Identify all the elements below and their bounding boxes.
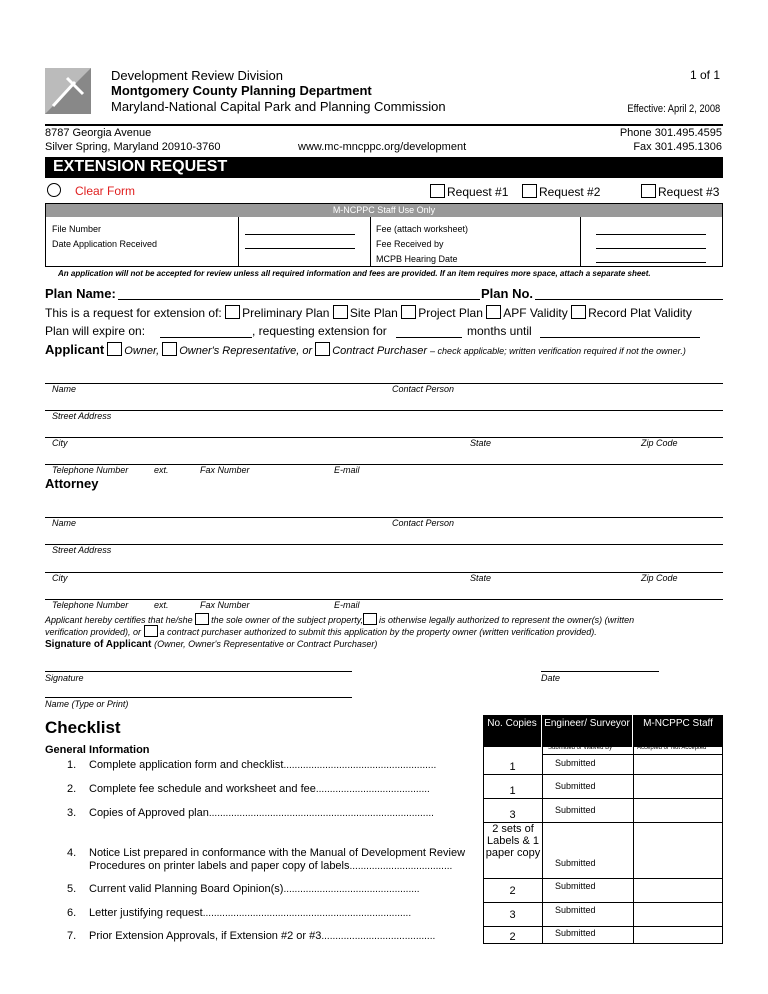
site-plan-checkbox[interactable]: [333, 305, 348, 319]
engineer-subheader: Submitted or Waived By: [548, 745, 613, 751]
item-number: 5.: [67, 883, 77, 895]
item-text: Complete fee schedule and worksheet and fee: [89, 783, 316, 795]
request-2-checkbox[interactable]: [522, 184, 537, 198]
item-text: Prior Extension Approvals, if Extension #2 or #3: [89, 930, 322, 942]
signature-field[interactable]: [45, 671, 352, 672]
preliminary-plan-checkbox[interactable]: [225, 305, 240, 319]
checklist-item-5: 5. Current valid Planning Board Opinion(s).................................................: [67, 883, 420, 895]
signature-heading: Signature of Applicant: [45, 639, 152, 650]
checklist-item-4: 4. Notice List prepared in conformance with the Manual of Development Review Procedures on printer labels and paper copy of labels.....................................: [67, 847, 466, 872]
form-title: EXTENSION REQUEST: [53, 158, 228, 175]
contract-purchaser-label: Contract Purchaser: [332, 345, 427, 357]
applicant-street-field[interactable]: [45, 410, 723, 411]
applicant-note: – check applicable; written verification required if not the owner.): [430, 346, 686, 356]
plan-no-field[interactable]: [535, 299, 723, 300]
expire-text: Plan will expire on:: [45, 324, 146, 338]
engineer-header: Engineer/ Surveyor: [542, 715, 632, 747]
department-name: Montgomery County Planning Department: [111, 83, 372, 98]
cert-part4: verification provided), or: [45, 627, 142, 637]
item-2-copies: 1: [509, 785, 516, 797]
submission-notice: An application will not be accepted for review unless all required information and fees are provided. If an item requires more space, attach a separate sheet.: [58, 269, 651, 278]
requesting-text: , requesting extension for: [252, 324, 387, 338]
cert-part3: is otherwise legally authorized to represent the owner(s) (written: [379, 615, 635, 625]
item-5-copies: 2: [509, 885, 516, 897]
preliminary-plan-label: Preliminary Plan: [242, 306, 330, 320]
hearing-date-label: MCPB Hearing Date: [376, 254, 458, 264]
print-name-field[interactable]: [45, 697, 352, 698]
clear-form-label[interactable]: Clear Form: [75, 184, 136, 198]
page-number: 1 of 1: [689, 68, 720, 82]
owners-rep-checkbox[interactable]: [162, 342, 177, 356]
project-plan-label: Project Plan: [418, 306, 483, 320]
cert-part2: the sole owner of the subject property,: [211, 615, 364, 625]
attorney-city-field[interactable]: [45, 572, 723, 573]
request-2-label: Request #2: [539, 185, 601, 199]
cert-part1: Applicant hereby certifies that he/she: [45, 615, 193, 625]
checklist-item-7: 7. Prior Extension Approvals, if Extension #2 or #3.........................................: [67, 930, 436, 942]
file-number-field[interactable]: [245, 234, 355, 235]
street-address: 8787 Georgia Avenue: [45, 127, 152, 139]
request-text: This is a request for extension of:: [45, 306, 222, 320]
contract-purchaser-checkbox[interactable]: [315, 342, 330, 356]
city-label: City: [52, 573, 68, 583]
email-label: E-mail: [334, 465, 360, 475]
effective-date: Effective: April 2, 2008: [627, 103, 720, 115]
owners-rep-label: Owner's Representative, or: [179, 345, 313, 357]
checklist-title: Checklist: [45, 718, 121, 737]
sole-owner-checkbox[interactable]: [195, 613, 209, 625]
signature-note: (Owner, Owner's Representative or Contract Purchaser): [154, 639, 378, 649]
item-6-status[interactable]: Submitted: [555, 905, 596, 915]
project-plan-checkbox[interactable]: [401, 305, 416, 319]
item-text: Complete application form and checklist: [89, 759, 284, 771]
item-number: 1.: [67, 759, 77, 771]
street-label: Street Address: [52, 545, 112, 555]
staff-header: M-NCPPC Staff: [633, 715, 723, 747]
contract-purchaser-cert-checkbox[interactable]: [144, 625, 158, 637]
signature-heading-line: [45, 639, 377, 650]
state-label: State: [470, 438, 492, 448]
cert-part5: a contract purchaser authorized to submit this application by the property owner (written verification provided).: [159, 627, 597, 637]
item-number: 2.: [67, 783, 77, 795]
certification-line-1: [45, 613, 634, 625]
applicant-phone-field[interactable]: [45, 464, 723, 465]
item-3-status[interactable]: Submitted: [555, 805, 596, 815]
city-label: City: [52, 438, 68, 448]
print-name-label: Name (Type or Print): [45, 699, 129, 709]
name-label: Name: [52, 384, 77, 394]
fee-received-label: Fee Received by: [376, 239, 444, 249]
city-address: Silver Spring, Maryland 20910-3760: [45, 141, 221, 153]
item-4-copies: 2 sets of Labels & 1 paper copy: [485, 823, 541, 859]
item-text: Copies of Approved plan: [89, 807, 209, 819]
applicant-city-field[interactable]: [45, 437, 723, 438]
fax-number: Fax 301.495.1306: [633, 141, 722, 153]
request-1-option[interactable]: [430, 184, 508, 199]
item-2-status[interactable]: Submitted: [555, 781, 596, 791]
site-plan-label: Site Plan: [349, 306, 398, 320]
item-text: Letter justifying request: [89, 907, 203, 919]
attorney-name-field[interactable]: [45, 517, 723, 518]
item-1-status[interactable]: Submitted: [555, 758, 596, 768]
request-1-label: Request #1: [447, 185, 509, 199]
item-5-status[interactable]: Submitted: [555, 881, 596, 891]
record-plat-checkbox[interactable]: [571, 305, 586, 319]
item-text: Notice List prepared in conformance with the Manual of Development Review: [89, 847, 466, 859]
item-number: 4.: [67, 847, 77, 859]
item-4-status[interactable]: Submitted: [555, 858, 596, 868]
date-field[interactable]: [541, 671, 659, 672]
attorney-phone-field[interactable]: [45, 599, 723, 600]
phone-number: Phone 301.495.4595: [619, 127, 722, 139]
request-2-option[interactable]: [522, 184, 600, 199]
hearing-date-field[interactable]: [596, 262, 706, 263]
applicant-heading: Applicant: [45, 342, 105, 357]
telephone-label: Telephone Number: [52, 600, 129, 610]
clear-form-button[interactable]: [47, 182, 135, 200]
file-number-label: File Number: [52, 224, 102, 234]
website: www.mc-mncppc.org/development: [298, 141, 467, 153]
fax-number-label: Fax Number: [200, 600, 250, 610]
zip-label: Zip Code: [641, 438, 678, 448]
item-6-copies: 3: [509, 909, 516, 921]
checklist-item-1: 1. Complete application form and checklist.......................................................: [67, 759, 437, 771]
months-until-text: months until: [467, 324, 532, 338]
item-text: Current valid Planning Board Opinion(s): [89, 883, 284, 895]
contact-person-label: Contact Person: [392, 384, 455, 394]
fee-field[interactable]: [596, 234, 706, 235]
request-3-checkbox[interactable]: [641, 184, 656, 198]
item-7-status[interactable]: Submitted: [555, 928, 596, 938]
request-3-label: Request #3: [658, 185, 720, 199]
plan-name-label: Plan Name:: [45, 286, 116, 301]
record-plat-label: Record Plat Validity: [588, 306, 692, 320]
street-label: Street Address: [52, 411, 112, 421]
owner-checkbox[interactable]: [107, 342, 122, 356]
plan-name-field[interactable]: [118, 299, 480, 300]
extension-months-field[interactable]: [396, 337, 462, 338]
apf-validity-label: APF Validity: [503, 306, 568, 320]
fax-number-label: Fax Number: [200, 465, 250, 475]
checklist-item-6: 6. Letter justifying request...........................................................................: [67, 907, 412, 919]
checklist-item-2: 2. Complete fee schedule and worksheet and fee.........................................: [67, 783, 430, 795]
date-label: Date: [541, 673, 561, 683]
until-date-field[interactable]: [540, 337, 700, 338]
apf-validity-checkbox[interactable]: [486, 305, 501, 319]
item-3-copies: 3: [509, 809, 516, 821]
applicant-name-field[interactable]: [45, 383, 723, 384]
general-information-heading: General Information: [45, 744, 150, 756]
clear-form-radio[interactable]: [47, 183, 61, 197]
fee-label: Fee (attach worksheet): [376, 224, 469, 234]
item-text-2: Procedures on printer labels and paper copy of labels: [89, 860, 350, 872]
expire-date-field[interactable]: [160, 337, 252, 338]
staff-subheader: Accepted or Not Accepted: [637, 745, 707, 751]
attorney-street-field[interactable]: [45, 544, 723, 545]
date-received-label: Date Application Received: [52, 239, 158, 249]
mncppc-logo: [45, 68, 91, 114]
request-3-option[interactable]: [641, 184, 719, 199]
checklist-item-3: 3. Copies of Approved plan.................................................................................: [67, 807, 434, 819]
request-1-checkbox[interactable]: [430, 184, 445, 198]
ext-label: ext.: [154, 600, 169, 610]
ext-label: ext.: [154, 465, 169, 475]
name-label: Name: [52, 518, 77, 528]
date-received-field[interactable]: [245, 248, 355, 249]
item-1-copies: 1: [509, 761, 516, 773]
commission-name: Maryland-National Capital Park and Planning Commission: [111, 99, 446, 114]
state-label: State: [470, 573, 492, 583]
telephone-label: Telephone Number: [52, 465, 129, 475]
fee-received-field[interactable]: [596, 248, 706, 249]
authorized-checkbox[interactable]: [363, 613, 377, 625]
zip-label: Zip Code: [641, 573, 678, 583]
extension-request-line: [45, 305, 692, 320]
copies-header: No. Copies: [483, 715, 541, 747]
item-number: 3.: [67, 807, 77, 819]
applicant-line: [45, 342, 686, 357]
email-label: E-mail: [334, 600, 360, 610]
item-number: 6.: [67, 907, 77, 919]
staff-use-title: M-NCPPC Staff Use Only: [332, 205, 436, 215]
attorney-heading: Attorney: [45, 476, 99, 491]
signature-label: Signature: [45, 673, 84, 683]
division-name: Development Review Division: [111, 68, 283, 83]
owner-label: Owner,: [124, 345, 160, 357]
plan-no-label: Plan No.: [481, 286, 534, 301]
certification-line-2: [45, 625, 597, 637]
item-7-copies: 2: [509, 931, 516, 943]
contact-person-label: Contact Person: [392, 518, 455, 528]
item-number: 7.: [67, 930, 77, 942]
